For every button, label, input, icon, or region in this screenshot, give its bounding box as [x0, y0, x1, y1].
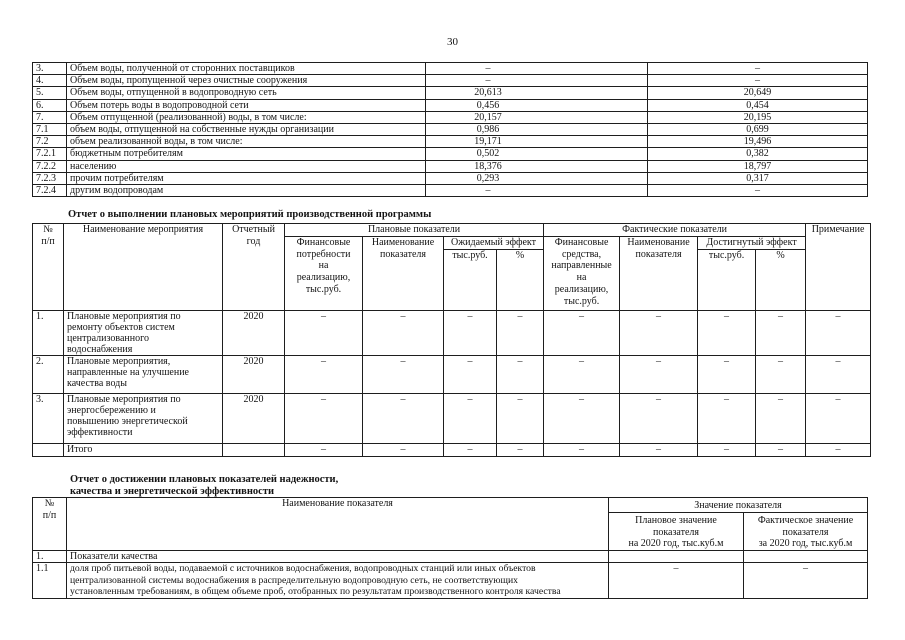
achieved-pct-cell: –: [756, 310, 806, 355]
row-number: 7.: [33, 111, 67, 123]
header-row: [33, 224, 871, 237]
table-row: [33, 123, 868, 135]
row-number: 7.2.2: [33, 160, 67, 172]
row-number: 7.2.4: [33, 184, 67, 196]
page-number: 30: [447, 36, 458, 48]
row-number: 7.1: [33, 123, 67, 135]
actual-value-cell: –: [744, 563, 868, 599]
row-number: 4.: [33, 75, 67, 87]
expected-rub-cell: –: [444, 355, 497, 393]
actual-finance-cell: –: [544, 310, 620, 355]
header-expected-rub: тыс.руб.: [444, 249, 497, 310]
table-row: [33, 160, 868, 172]
value-col-1: 19,171: [426, 136, 648, 148]
indicator-name: объем воды, отпущенной на собственные нужды организации: [67, 123, 426, 135]
row-number: 1.1: [33, 563, 67, 599]
value-col-2: 0,317: [648, 172, 868, 184]
header-achieved-pct: %: [756, 249, 806, 310]
total-label: Итого: [64, 443, 223, 456]
indicator-name: Объем воды, пропущенной через очистные сооружения: [67, 75, 426, 87]
value-col-1: 20,157: [426, 111, 648, 123]
actual-finance-cell: –: [544, 443, 620, 456]
table-row: [33, 355, 871, 393]
indicator-name: Объем потерь воды в водопроводной сети: [67, 99, 426, 111]
reliability-report-title: Отчет о достижении плановых показателей надежности, качества и энергетической эффективности: [70, 474, 339, 497]
table-row: [33, 99, 868, 111]
table-row: [33, 87, 868, 99]
indicator-name: доля проб питьевой воды, подаваемой с источников водоснабжения, водопроводных станций или иных объектов централизованной системы водоснабжения в распределительную водопроводную сеть, не соответствующих установленным требованиям, в общем объеме проб, отобранных по результатам производственного контроля качества: [67, 563, 609, 599]
planned-indicator-cell: –: [363, 355, 444, 393]
achieved-pct-cell: –: [756, 355, 806, 393]
activities-report-title: Отчет о выполнении плановых мероприятий производственной программы: [68, 209, 432, 220]
header-planned-finance: Финансовые потребности на реализацию, тыс.руб.: [285, 236, 363, 310]
value-col-1: 18,376: [426, 160, 648, 172]
value-col-2: 0,454: [648, 99, 868, 111]
reliability-table: [32, 497, 868, 599]
row-number: 2.: [33, 355, 64, 393]
note-cell: –: [806, 310, 871, 355]
value-col-2: 0,382: [648, 148, 868, 160]
report-year: 2020: [223, 355, 285, 393]
header-achieved-rub: тыс.руб.: [698, 249, 756, 310]
planned-indicator-cell: –: [363, 310, 444, 355]
value-col-1: 0,986: [426, 123, 648, 135]
note-cell: –: [806, 443, 871, 456]
achieved-pct-cell: –: [756, 393, 806, 443]
actual-finance-cell: –: [544, 393, 620, 443]
row-number: [33, 443, 64, 456]
value-col-1: –: [426, 75, 648, 87]
achieved-pct-cell: –: [756, 443, 806, 456]
header-actual-finance: Финансовые средства, направленные на реализацию, тыс.руб.: [544, 236, 620, 310]
table-row: [33, 184, 868, 196]
header-num: № п/п: [33, 498, 67, 551]
table-row: [33, 75, 868, 87]
activity-name: Плановые мероприятия по энергосбережению и повышению энергетической эффективности: [64, 393, 223, 443]
value-col-1: 0,293: [426, 172, 648, 184]
value-col-2: 0,699: [648, 123, 868, 135]
header-indicator-name: Наименование показателя: [67, 498, 609, 551]
header-planned-indicator: Наименование показателя: [363, 236, 444, 310]
indicator-name: населению: [67, 160, 426, 172]
expected-pct-cell: –: [497, 355, 544, 393]
planned-indicator-cell: –: [363, 443, 444, 456]
table-row: [33, 393, 871, 443]
value-col-1: –: [426, 184, 648, 196]
header-planned-value: Плановое значение показателя на 2020 год, тыс.куб.м: [609, 513, 744, 551]
achieved-rub-cell: –: [698, 310, 756, 355]
actual-value-cell: [744, 550, 868, 563]
actual-indicator-cell: –: [620, 310, 698, 355]
table-row: [33, 63, 868, 75]
expected-pct-cell: –: [497, 310, 544, 355]
report-year: [223, 443, 285, 456]
header-row: [33, 498, 868, 513]
table-row: [33, 550, 868, 563]
indicator-name: другим водопроводам: [67, 184, 426, 196]
expected-pct-cell: –: [497, 393, 544, 443]
report-year: 2020: [223, 393, 285, 443]
value-col-2: 18,797: [648, 160, 868, 172]
header-note: Примечание: [806, 224, 871, 311]
achieved-rub-cell: –: [698, 443, 756, 456]
header-value-group: Значение показателя: [609, 498, 868, 513]
indicator-name: Показатели качества: [67, 550, 609, 563]
planned-finance-cell: –: [285, 393, 363, 443]
header-num: № п/п: [33, 224, 64, 311]
activities-table: [32, 223, 871, 457]
table-row: [33, 563, 868, 599]
value-col-1: 0,456: [426, 99, 648, 111]
indicator-name: Объем воды, отпущенной в водопроводную сеть: [67, 87, 426, 99]
header-actual-value: Фактическое значение показателя за 2020 год, тыс.куб.м: [744, 513, 868, 551]
expected-rub-cell: –: [444, 443, 497, 456]
value-col-2: 20,649: [648, 87, 868, 99]
row-number: 1.: [33, 550, 67, 563]
actual-indicator-cell: –: [620, 355, 698, 393]
expected-rub-cell: –: [444, 393, 497, 443]
table-row: [33, 310, 871, 355]
header-actual-indicator: Наименование показателя: [620, 236, 698, 310]
table-row: [33, 148, 868, 160]
report-year: 2020: [223, 310, 285, 355]
table-row: [33, 172, 868, 184]
planned-value-cell: [609, 550, 744, 563]
indicator-name: бюджетным потребителям: [67, 148, 426, 160]
indicator-name: прочим потребителям: [67, 172, 426, 184]
value-col-2: 20,195: [648, 111, 868, 123]
expected-pct-cell: –: [497, 443, 544, 456]
row-number: 3.: [33, 393, 64, 443]
value-col-1: –: [426, 63, 648, 75]
planned-value-cell: –: [609, 563, 744, 599]
header-activity-name: Наименование мероприятия: [64, 224, 223, 311]
value-col-1: 0,502: [426, 148, 648, 160]
value-col-1: 20,613: [426, 87, 648, 99]
table-row: [33, 111, 868, 123]
activity-name: Плановые мероприятия по ремонту объектов систем централизованного водоснабжения: [64, 310, 223, 355]
row-number: 1.: [33, 310, 64, 355]
value-col-2: –: [648, 75, 868, 87]
table-row: [33, 136, 868, 148]
row-number: 3.: [33, 63, 67, 75]
value-col-2: –: [648, 184, 868, 196]
actual-indicator-cell: –: [620, 443, 698, 456]
indicator-name: объем реализованной воды, в том числе:: [67, 136, 426, 148]
planned-finance-cell: –: [285, 355, 363, 393]
row-number: 7.2.3: [33, 172, 67, 184]
indicator-name: Объем отпущенной (реализованной) воды, в том числе:: [67, 111, 426, 123]
achieved-rub-cell: –: [698, 355, 756, 393]
planned-indicator-cell: –: [363, 393, 444, 443]
header-achieved-effect: Достигнутый эффект: [698, 236, 806, 249]
row-number: 7.2: [33, 136, 67, 148]
achieved-rub-cell: –: [698, 393, 756, 443]
total-row: [33, 443, 871, 456]
note-cell: –: [806, 393, 871, 443]
actual-finance-cell: –: [544, 355, 620, 393]
planned-finance-cell: –: [285, 443, 363, 456]
header-expected-effect: Ожидаемый эффект: [444, 236, 544, 249]
header-year: Отчетный год: [223, 224, 285, 311]
indicator-name: Объем воды, полученной от сторонних поставщиков: [67, 63, 426, 75]
value-col-2: –: [648, 63, 868, 75]
activity-name: Плановые мероприятия, направленные на улучшение качества воды: [64, 355, 223, 393]
value-col-2: 19,496: [648, 136, 868, 148]
row-number: 7.2.1: [33, 148, 67, 160]
water-balance-table: [32, 62, 868, 197]
header-expected-pct: %: [497, 249, 544, 310]
row-number: 6.: [33, 99, 67, 111]
expected-rub-cell: –: [444, 310, 497, 355]
planned-finance-cell: –: [285, 310, 363, 355]
header-planned-group: Плановые показатели: [285, 224, 544, 237]
row-number: 5.: [33, 87, 67, 99]
header-actual-group: Фактические показатели: [544, 224, 806, 237]
actual-indicator-cell: –: [620, 393, 698, 443]
note-cell: –: [806, 355, 871, 393]
